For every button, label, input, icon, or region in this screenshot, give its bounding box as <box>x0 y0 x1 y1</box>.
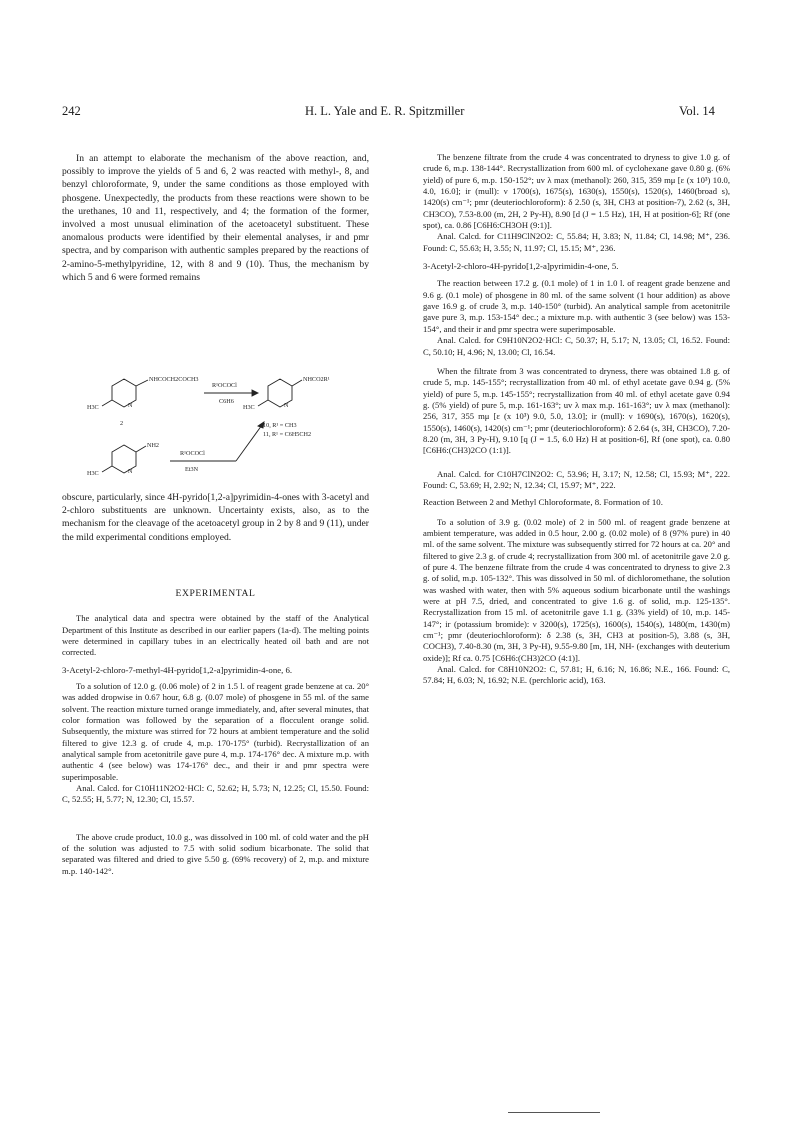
experimental-paragraph-2: To a solution of 12.0 g. (0.06 mole) of 2 in 1.5 l. of reagent grade benzene at ca. 20° was added dropwise in 0.67 hour, 6.8 g. (0.07 mole) of phosgene in 55 ml. of the same solvent. The reaction mixture turned orange immediately, and, after several minutes, that color formation was followed by the separation of a flocculent orange solid. Subsequently, the mixture was stirred for 72 hours at ambient temperature and the solid filtered to give 12.3 g. of crude 4, m.p. 170-175° (turbid). Recrystallization of an analytical sample from acetonitrile gave pure 4, m.p. 174-176° dec. A mixture m.p. with authentic 4 (see below) was 174-176° dec., and their ir and pmr spectra were superimposable. <box>62 680 369 782</box>
right-paragraph-4: To a solution of 3.9 g. (0.02 mole) of 2 in 500 ml. of reagent grade benzene at ambient temperature, was added in 0.5 hour, 2.00 g. (0.02 mole) of 8 (97% pure) in 40 ml. of the same solvent. The mixture was subsequently stirred for 72 hours at ca. 20° and filtered to give 2.3 g. of crude 4; recrystallization from 300 ml. of acetonitrile gave 2.0 g. of pure 4. The benzene filtrate from the crude 4 was concentrated to dryness to give 2.3 g. of solid, m.p. 105-132°. This was dissolved in 50 ml. of dichloromethane, the solution was washed with water, then with 5% aqueous sodium bicarbonate until the washings were at pH 7.5, dried, and concentrated to give 1.6 g. of solid, m.p. 125-135°. Recrystallization from 15 ml. of acetonitrile gave 1.1 g. (33% yield) of 10, m.p. 145-147°; ir (potassium bromide): ν 3200(s), 1725(s), 1600(s), 1540(s), 1480(m, 1430(m) cm⁻¹; pmr (deuteriochloroform): δ 2.38 (s, 3H, CH3 at position-5), 3.88 (s, 3H, COCH3), 7.40-8.30 (m, 3H, 3 Py-H), 9.55-9.80 [m, 1H, NH- (exchanges with deuterium oxide)]; Rf ca. 0.75 [C6H6:(CH3)2CO (4:1)]. <box>423 516 730 663</box>
subheading-compound-6: 3-Acetyl-2-chloro-7-methyl-4H-pyrido[1,2-a]pyrimidin-4-one, 6. <box>62 664 293 675</box>
analysis-compound-6: Anal. Calcd. for C11H9ClN2O2: C, 55.84; H, 3.83; N, 11.84; Cl, 14.98; M⁺, 236. Found: C, 55.63; H, 3.55; N, 11.97; Cl, 15.15; M⁺, 236. <box>423 231 730 253</box>
substituent-amino: NH2 <box>147 442 160 449</box>
substituent-acetoacetamido: NHCOCH2COCH3 <box>149 376 199 383</box>
methyl-label-top-left: H3C <box>87 404 99 411</box>
left-column-lower <box>62 491 369 877</box>
intro-paragraph-1: In an attempt to elaborate the mechanism of the above reaction, and, possibly to improve the yields of 5 and 6, 2 was reacted with methyl-, 8, and benzyl chloroformate, 9, under the same conditions as those employed with phosgene. Unexpectedly, the products from these reactions were shown to be the urethanes, 10 and 11, respectively, and 4; the formation of the former, involved a most unusual elimination of the acetoacetyl substituent. These anomalous products were identified by their elemental analyses, ir and pmr spectra, and by comparison with authentic samples prepared by the reactions of 2-amino-5-methylpyridine, 12, with 8 and 9 (10). Thus, the mechanism by which 5 and 6 were formed remains <box>62 153 369 283</box>
solvent-label-top: C6H6 <box>219 398 234 405</box>
analysis-compound-5: Anal. Calcd. for C10H7ClN2O2: C, 53.96; H, 3.17; N, 12.58; Cl, 15.93; M⁺, 222. Found: C, 53.69; H, 2.92; N, 12.34; Cl, 15.97; M⁺, 222. <box>423 468 730 490</box>
reagent-label-bottom: R¹OCOCl <box>180 450 205 457</box>
running-head-authors: H. L. Yale and E. R. Spitzmiller <box>305 104 465 118</box>
right-paragraph-2: The reaction between 17.2 g. (0.1 mole) of 1 in 1.0 l. of reagent grade benzene and 9.6 g. (0.1 mole) of phosgene in 80 ml. of the same solvent (1 hour addition) as above gave 16.9 g. of crude 3, m.p. 140-150° (turbid). An analytical sample from acetonitrile gave pure 3, m.p. 153-154° dec.; a mixture m.p. with authentic 3 (see below) was 153-154°, and their ir and pmr spectra were superimposable. <box>423 278 730 334</box>
base-label-bottom: Et3N <box>185 466 199 473</box>
methyl-label-bottom: H3C <box>87 470 99 477</box>
end-rule <box>508 1112 600 1113</box>
subheading-compound-5: 3-Acetyl-2-chloro-4H-pyrido[1,2-a]pyrimidin-4-one, 5. <box>423 261 619 272</box>
ring-nitrogen-top-right: N <box>284 402 289 409</box>
ring-nitrogen-bottom: N <box>128 468 133 475</box>
section-heading-experimental: EXPERIMENTAL <box>175 587 256 599</box>
experimental-paragraph-3: The above crude product, 10.0 g., was dissolved in 100 ml. of cold water and the pH of the solution was adjusted to 7.5 with solid sodium bicarbonate. The solid that separated was filtered and dried to give 5.50 g. (69% recovery) of 2, m.p. and mixture m.p. 140-142°. <box>62 831 369 876</box>
right-paragraph-1: The benzene filtrate from the crude 4 was concentrated to dryness to give 1.0 g. of crude 6, m.p. 138-144°. Recrystallization from 600 ml. of cyclohexane gave 0.80 g. (6% yield) of pure 6, m.p. 150-152°; uv λ max (methanol): 260, 315, 359 mμ [ε (x 10³) 10.0, 4.0, 16.0]; ir (mull): ν 1700(s), 1675(s), 1630(s), 1550(s), 1520(s), 1460(broad s), 1420(s) cm⁻¹; pmr (deuteriochloroform): δ 2.50 (s, 3H, CH3 at position-7), 2.62 (s, 3H, CH3CO), 7.53-8.00 (m, 2H, 2 Py-H), 8.90 [d (J = 1.5 Hz), 1H, H at position-6]; Rf (one spot), ca. 0.86 [C6H6:CH3OH (9:1)]. <box>423 152 730 231</box>
left-column-upper <box>62 152 369 284</box>
reaction-scheme <box>62 367 362 489</box>
intro-paragraph-2: obscure, particularly, since 4H-pyrido[1,2-a]pyrimidin-4-ones with 3-acetyl and 2-chloro substituents are unknown. Uncertainty exists, also, as to the mechanism for the cleavage of the acetoacetyl group in 2 by 8 and 9 (11), under the mild experimental conditions employed. <box>62 492 369 543</box>
page-number: 242 <box>62 104 81 118</box>
substituent-carbamate: NHCO2R¹ <box>303 376 330 383</box>
compound-label-2: 2 <box>120 420 124 427</box>
right-paragraph-3: When the filtrate from 3 was concentrated to dryness, there was obtained 1.8 g. of crude 5, m.p. 145-155°; recrystallization from 40 ml. of ethyl acetate gave 0.94 g. (5% yield) of pure 5, m.p. 145-155°; recrystallization from 40 ml. of ethyl acetate gave 0.94 g. (5% yield) of pure 5, m.p. 161-163°; uv λ max m.p. 161-163°; uv λ max (methanol): 256, 317, 355 mμ [ε (x 10³) 9.0, 5.0, 13.0]; ir (mull): ν 1690(s), 1670(s), 1620(s), 1550(s), 1460(s), 1420(s) cm⁻¹; pmr (deuteriochloroform): δ 2.64 (s, 3H, CH3CO), 7.20-8.20 (m, 3H, 3 Py-H), 9.10 [q (J = 1.5, 6.0 Hz) H at position-6], Rf (one spot), ca. 0.80 [C6H6:(CH3)2CO (1:1)]. <box>423 365 730 456</box>
analysis-compound-10: Anal. Calcd. for C8H10N2O2: C, 57.81; H, 6.16; N, 16.86; N.E., 166. Found: C, 57.84; H, 6.03; N, 16.92; N.E. (perchloric acid), 163. <box>423 664 730 686</box>
volume-label: Vol. 14 <box>679 104 715 118</box>
subheading-methyl-chloroformate: Reaction Between 2 and Methyl Chloroformate, 8. Formation of 10. <box>423 497 663 508</box>
reagent-label-top: R¹OCOCl <box>212 382 237 389</box>
methyl-label-top-right: H3C <box>243 404 255 411</box>
product-label-11: 11, R¹ = C6H5CH2 <box>263 431 312 438</box>
analysis-compound-3: Anal. Calcd. for C9H10N2O2·HCl: C, 50.37; H, 5.17; N, 13.05; Cl, 16.52. Found: C, 50.10; H, 4.96; N, 13.00; Cl, 16.54. <box>423 335 730 357</box>
product-label-10: 10, R¹ = CH3 <box>263 422 297 429</box>
experimental-paragraph-1: The analytical data and spectra were obtained by the staff of the Analytical Department of this Institute as described in our earlier papers (1a-d). The melting points were determined in capillary tubes in an electrically heated oil bath and are not corrected. <box>62 613 369 658</box>
right-column <box>423 152 730 687</box>
ring-nitrogen-top-left: N <box>128 402 133 409</box>
analysis-compound-4: Anal. Calcd. for C10H11N2O2·HCl: C, 52.62; H, 5.73; N, 12.25; Cl, 15.50. Found: C, 52.55; H, 5.77; N, 12.30; Cl, 15.57. <box>62 782 369 805</box>
